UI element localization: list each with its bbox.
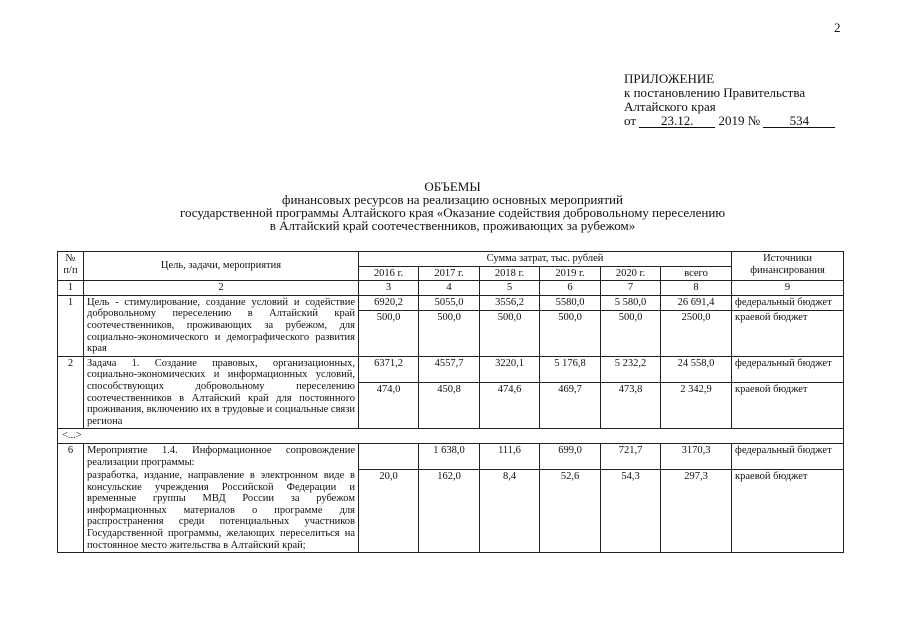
value-cell: 500,0 — [419, 310, 480, 356]
value-cell: 500,0 — [601, 310, 661, 356]
number-label: № — [747, 113, 761, 128]
row-number: 1 — [58, 295, 84, 356]
value-cell: 5 232,2 — [601, 356, 661, 383]
value-cell: 111,6 — [480, 443, 540, 469]
title-line-3: в Алтайский край соотечественников, проживающих за рубежом» — [269, 218, 636, 233]
value-cell: 474,6 — [480, 383, 540, 429]
value-cell: 469,7 — [540, 383, 601, 429]
header-row — [58, 252, 844, 267]
value-cell: 5 176,8 — [540, 356, 601, 383]
value-cell: 500,0 — [480, 310, 540, 356]
column-number: 8 — [661, 281, 732, 296]
table-row — [58, 356, 844, 383]
source-cell: федеральный бюджет — [732, 356, 844, 383]
source-cell: краевой бюджет — [732, 310, 844, 356]
value-cell: 6920,2 — [359, 295, 419, 310]
column-number: 4 — [419, 281, 480, 296]
value-cell: 473,8 — [601, 383, 661, 429]
source-cell: федеральный бюджет — [732, 295, 844, 310]
table-row — [58, 443, 844, 469]
column-number: 9 — [732, 281, 844, 296]
table-row — [58, 469, 844, 553]
header-year: 2016 г. — [359, 266, 419, 281]
value-cell: 500,0 — [359, 310, 419, 356]
value-cell: 721,7 — [601, 443, 661, 469]
value-cell: 4557,7 — [419, 356, 480, 383]
column-number: 3 — [359, 281, 419, 296]
total-cell: 26 691,4 — [661, 295, 732, 310]
appendix-heading: ПРИЛОЖЕНИЕ — [624, 71, 715, 86]
row-description: разработка, издание, направление в электронном виде в консульские учреждения Российской Федерации и временные группы МВД России за рубежом информационных материалов о программе для распространения среди потенциальных участников Государственной программы, желающих переселиться на постоянное место жительства в Алтайский край; — [84, 469, 359, 553]
value-cell: 1 638,0 — [419, 443, 480, 469]
value-cell: 474,0 — [359, 383, 419, 429]
total-cell: 24 558,0 — [661, 356, 732, 383]
appendix-line-2: Алтайского края — [624, 99, 716, 114]
row-description: Мероприятие 1.4. Информационное сопровождение реализации программы: — [84, 443, 359, 469]
ellipsis-row — [58, 429, 844, 444]
title-line-2: государственной программы Алтайского края «Оказание содействия добровольному переселению — [179, 205, 726, 220]
source-cell: краевой бюджет — [732, 469, 844, 553]
row-description: Задача 1. Создание правовых, организационных, социально-экономических и информационных условий, способствующих добровольному переселению соотечественников в Алтайский край для постоянного проживания, включению их в трудовые и социальные связи региона — [84, 356, 359, 429]
header-goal: Цель, задачи, мероприятия — [84, 252, 359, 281]
decree-year: 2019 — [718, 113, 745, 128]
value-cell — [359, 443, 419, 469]
column-number: 7 — [601, 281, 661, 296]
document-title — [120, 180, 785, 232]
value-cell: 6371,2 — [359, 356, 419, 383]
value-cell: 162,0 — [419, 469, 480, 553]
appendix-date-line — [624, 114, 835, 128]
total-cell: 297,3 — [661, 469, 732, 553]
header-total: всего — [661, 266, 732, 281]
header-sum: Сумма затрат, тыс. рублей — [359, 252, 732, 267]
header-year: 2020 г. — [601, 266, 661, 281]
decree-number: 534 — [763, 114, 835, 128]
value-cell: 500,0 — [540, 310, 601, 356]
header-year: 2019 г. — [540, 266, 601, 281]
column-numbers-row — [58, 281, 844, 296]
value-cell: 52,6 — [540, 469, 601, 553]
value-cell: 5580,0 — [540, 295, 601, 310]
table-row — [58, 295, 844, 310]
source-cell: федеральный бюджет — [732, 443, 844, 469]
row-number: 6 — [58, 443, 84, 552]
column-number: 5 — [480, 281, 540, 296]
header-year: 2018 г. — [480, 266, 540, 281]
title-line-1: финансовых ресурсов на реализацию основных мероприятий — [282, 192, 623, 207]
title-heading: ОБЪЕМЫ — [424, 179, 481, 194]
header-source: Источники финансирования — [732, 252, 844, 281]
header-num: № п/п — [58, 252, 84, 281]
value-cell: 8,4 — [480, 469, 540, 553]
appendix-line-1: к постановлению Правительства — [624, 85, 806, 100]
from-label: от — [624, 113, 637, 128]
value-cell: 54,3 — [601, 469, 661, 553]
column-number: 1 — [58, 281, 84, 296]
omitted-rows-marker: <...> — [58, 429, 844, 444]
total-cell: 2 342,9 — [661, 383, 732, 429]
value-cell: 3220,1 — [480, 356, 540, 383]
value-cell: 3556,2 — [480, 295, 540, 310]
total-cell: 3170,3 — [661, 443, 732, 469]
row-description: Цель - стимулирование, создание условий и содействие добровольному переселению в Алтайский край соотечественников, проживающих за рубежом, для социально-экономического и демографического развития края — [84, 295, 359, 356]
value-cell: 450,8 — [419, 383, 480, 429]
page-number: 2 — [834, 20, 841, 35]
value-cell: 20,0 — [359, 469, 419, 553]
total-cell: 2500,0 — [661, 310, 732, 356]
value-cell: 5055,0 — [419, 295, 480, 310]
funding-table — [57, 251, 844, 553]
header-year: 2017 г. — [419, 266, 480, 281]
appendix-block — [624, 72, 835, 128]
decree-date: 23.12. — [639, 114, 715, 128]
source-cell: краевой бюджет — [732, 383, 844, 429]
value-cell: 5 580,0 — [601, 295, 661, 310]
column-number: 2 — [84, 281, 359, 296]
value-cell: 699,0 — [540, 443, 601, 469]
row-number: 2 — [58, 356, 84, 429]
column-number: 6 — [540, 281, 601, 296]
